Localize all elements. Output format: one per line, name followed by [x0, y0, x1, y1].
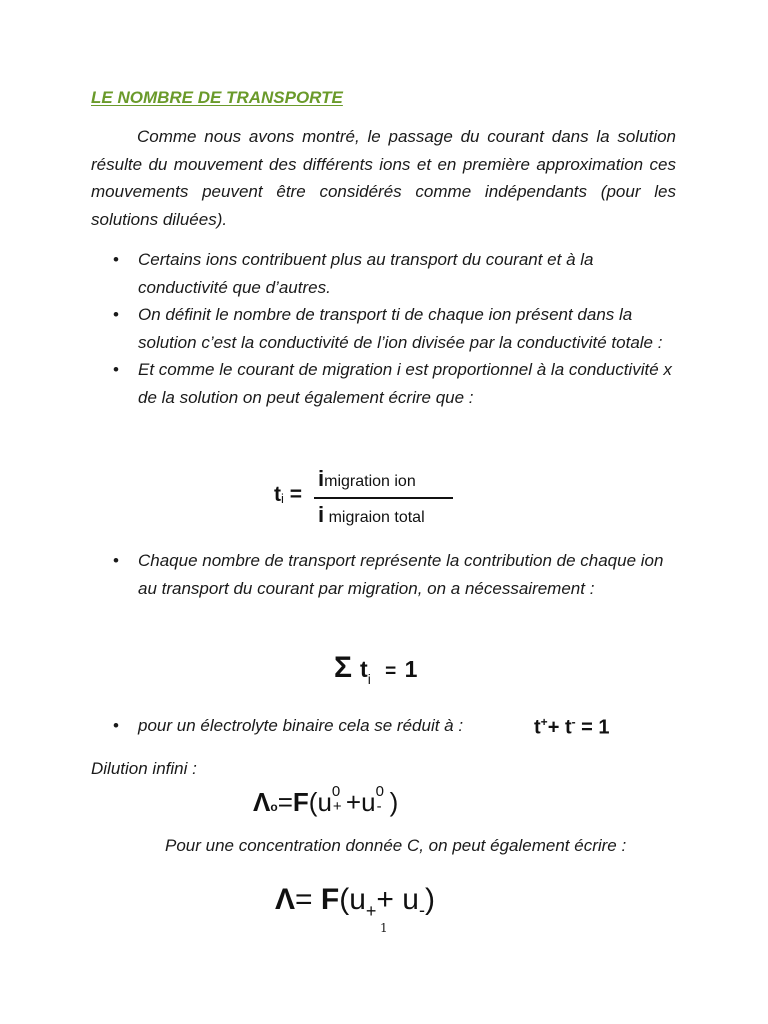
bullet-icon: •	[113, 250, 119, 269]
bullet-icon: •	[113, 551, 119, 570]
bullet-icon: •	[113, 305, 119, 324]
bullet-list-2	[91, 547, 681, 602]
footnote-marker[interactable]: 1	[380, 921, 388, 935]
bullet-icon: •	[113, 360, 119, 379]
binary-electrolyte-equation: t++ t- = 1	[534, 715, 610, 739]
list-item: • On définit le nombre de transport ti de chaque ion présent dans la solution c’est la conductivité de l’ion divisée par la conductivité totale :	[91, 301, 681, 356]
lambda-equation: $\Lambda= F(u_++ u_-)$	[275, 883, 435, 921]
list-item: • Chaque nombre de transport représente la contribution de chaque ion au transport du courant par migration, on a nécessairement :	[91, 547, 681, 602]
fraction-numerator: imigration ion	[318, 466, 416, 491]
list-item: • Et comme le courant de migration i est proportionnel à la conductivité x de la solution on peut également écrire que :	[91, 356, 681, 411]
bullet-icon: •	[113, 716, 119, 735]
list-item: • pour un électrolyte binaire cela se réduit à :	[91, 712, 681, 740]
fraction-denominator: i migraion total	[318, 502, 425, 527]
intro-paragraph	[91, 123, 676, 233]
concentration-text: Pour une concentration donnée C, on peut également écrire :	[165, 836, 627, 855]
lambda0-equation: Λo=F(u 0 + +u 0 - )	[253, 783, 399, 817]
bullet-list-1	[91, 246, 681, 411]
intro-text: Comme nous avons montré, le passage du courant dans la solution résulte du mouvement des différents ions et en première approximation ces mouvements peuvent être considérés comme indépendants (pour les solutions diluées).	[91, 127, 676, 229]
document-page: LE NOMBRE DE TRANSPORTE Comme nous avons montré, le passage du courant dans la solution résulte du mouvement des différents ions et en première approximation ces mouvements peuvent être considérés comme indépendants (pour les solutions diluées). • Certains ions contribuent plus au transport du courant et à la conductivité que d’autres. • On définit le nombre de transport ti de chaque ion présent dans la solution c’est la conductivité de l’ion divisée par la conductivité totale : • Et comme le courant de migration i est proportionnel à la conductivité x de la solution on peut également écrire que : $t_i$ = imigration ion i migraion total • Chaque nombre de transport représente la contribution de chaque ion au transport du courant par migration, on a nécessairement : Σ $t_i = 1$ • pour un électrolyte binaire cela se réduit à : t++ t- = 1 Dilution infini : Λo=F(u 0 + +u 0 - ) Pour une concentration donnée C, on peut également écrire : $\Lambda= F(u_++ u_-)$ 1	[0, 0, 768, 1024]
fraction-bar	[314, 497, 453, 499]
dilution-label: Dilution infini :	[91, 759, 197, 778]
list-item: • Certains ions contribuent plus au transport du courant et à la conductivité que d’autres.	[91, 246, 681, 301]
sum-equation: Σ $t_i = 1$	[334, 651, 418, 687]
section-title: LE NOMBRE DE TRANSPORTE	[91, 88, 343, 107]
